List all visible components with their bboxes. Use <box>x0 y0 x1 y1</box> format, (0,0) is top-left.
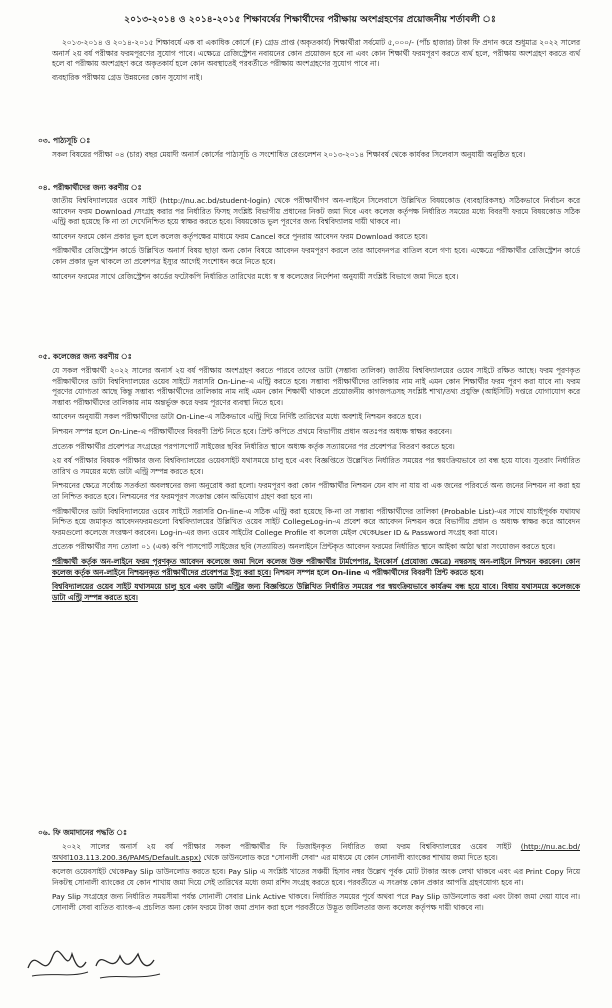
section-05-block <box>52 366 580 603</box>
section-04-paragraph-2: আবেদন ফরমে কোন প্রকার ভুল হলে কলেজ কর্তৃপক্ষের মাধ্যমে ফরম Cancel করে পুনরায় আবেদন ফরম Download করতে হবে। <box>52 231 428 241</box>
section-05-paragraph-8: প্রত্যেক পরীক্ষার্থীর সদ্য তোলা ০১ (এক) কপি পাসপোর্ট সাইজের ছবি (সত্যায়িত) অনলাইনে প্রিন্টকৃত আবেদন ফরমের নির্ধারিত স্থানে আইকা আঠা দ্বারা সংযোজন করতে হবে। <box>52 542 555 552</box>
section-04-block <box>52 196 580 282</box>
section-04-paragraph-3: পরীক্ষার্থীর রেজিস্ট্রেশন কার্ডে উল্লিখিত অনার্স বিষয় ছাড়া অন্য কোন বিষয়ে আবেদন ফরমপূরণ করলে তার আবেদনপত্র বাতিল বলে গণ্য হবে। এক্ষেত্রে পরীক্ষার্থীর রেজিস্ট্রেশন কার্ডে কোন প্রকার ভুল থাকলে তা প্রবেশপত্র ইস্যুর আগেই সংশোধন করে নিতে হবে। <box>52 246 580 266</box>
section-06-paragraph-2: কলেজ ওয়েবসাইট থেকেPay Slip ডাউনলোড করতে হবে। Pay Slip এ সংশ্লিষ্ট খাতের সঞ্চয়ী হিসাব নম্বর উল্লেখ পূর্বক মোট টাকার অংক লেখা থাকবে এবং এর Print Copy নিয়ে নিকটস্থ সোনালী ব্যাংকের যে কোন শাখায় জমা দিয়ে সেই তারিখের মধ্যে জমা রশিদ সংগ্রহ করতে হবে। পরবর্তীতে এ সংক্রান্ত কোন প্রকার আপত্তি গ্রহণযোগ্য হবে না। <box>52 867 580 887</box>
section-05-paragraph-9 <box>52 557 580 578</box>
section-06-paragraph-3: Pay Slip সংগ্রহের জন্য নির্ধারিত সময়সীমা পর্যন্ত সোনালী সেবার Link Active থাকবে। নির্ধারিত সময়ের পূর্বে অথবা পরে Pay Slip ডাউনলোড করা এবং টাকা জমা দেয়া যাবে না। সোনালী সেবা ব্যতিত ব্যাংক-এ প্রচলিত অন্য কোন ফরমে টাকা জমা প্রদান করা হলে পরবর্তীতে উদ্ভূত জটিলতার জন্য কলেজ কর্তৃপক্ষ দায়ী থাকবে না। <box>52 892 580 912</box>
section-04-paragraph-1: জাতীয় বিশ্ববিদ্যালয়ের ওয়েব সাইট (http://nu.ac.bd/student-login) থেকে পরীক্ষার্থীগণ অন-লাইনে সিলেবাসে উল্লিখিত বিষয়কোড (ব্যবহারিকসহ) সঠিকভাবে নির্বাচন করে আবেদন ফরম Download /সংগ্রহ করার পর নির্ধারিত ফিসহ সংশ্লিষ্ট বিভাগীয় প্রধানের নিকট জমা দিবে এবং কলেজ কর্তৃপক্ষ নির্ধারিত সময়ের মধ্যে বিবরণী ফরমে বিষয়কোড সঠিক এন্ট্রি করা হয়েছে কি না তা দেখেনিশ্চিত হয়ে স্বাক্ষর করতে হবে। বিষয়কোড ভুল পূরণের জন্য বিশ্ববিদ্যালয় দায়ী থাকবে না। <box>52 196 580 227</box>
signature-scribbles <box>22 936 172 992</box>
section-06-paragraph-1 <box>52 842 580 863</box>
intro-paragraph-2: ব্যবহারিক পরীক্ষায় গ্রেড উন্নয়নের কোন সুযোগ নাই। <box>52 72 203 82</box>
section-06-block <box>52 842 580 914</box>
section-03-paragraph-1: সকল বিষয়ের পরীক্ষা ০৪ (চার) বছর মেয়াদী অনার্স কোর্সের পাঠ্যসূচি ও সংশোধিত রেগুলেশন ২০১৩-২০১৪ শিক্ষাবর্ষ থেকে কার্যকর সিলেবাস অনুযায়ী অনুষ্ঠিত হবে। <box>52 150 526 159</box>
section-04-paragraph-4: আবেদন ফরমের সাথে রেজিস্ট্রেশন কার্ডের ফটোকপি নির্ধারিত তারিখের মধ্যে স্ব স্ব কলেজের নির্দেশনা অনুযায়ী সংশ্লিষ্ট বিভাগে জমা দিতে হবে। <box>52 271 459 281</box>
section-05-paragraph-4: প্রত্যেক পরীক্ষার্থীর প্রবেশপত্র সংগ্রহের পরপাসপোর্ট সাইজের ছবির নির্ধারিত স্থানে অধ্যক্ষ কর্তৃক সত্যায়নের পর প্রবেশপত্র বিতরণ করতে হবে। <box>52 441 455 451</box>
section-06-paragraph-1-end: থেকে ডাউনলোড করে "সোনালী সেবা" এর মাধ্যমে যে কোন সোনালী ব্যাংকের শাখায় জমা দিতে হবে। <box>201 852 498 862</box>
section-05-paragraph-9-emphasis: পরীক্ষার্থী কর্তৃক অন-লাইনে ফরম পূরণকৃত আবেদন কলেজে জমা দিলে কলেজ উক্ত পরীক্ষার্থীর টার্মপেপার, ইনকোর্স (প্রযোজ্য ক্ষেত্রে) নম্বরসহ অন-লাইনে নিশ্চয়ন করবেন। কোন কলেজ কর্তৃক অন-লাইনে নিশ্চয়নকৃত পরীক্ষার্থীদের প্রবেশপত্র ইস্যু করা হবে। <box>52 556 580 577</box>
section-05-paragraph-10: বিশ্ববিদ্যালয়ের ওয়েব সাইট যথাসময়ে চালু হবে এবং ডাটা এন্ট্রির জন্য বিজ্ঞপ্তিতে উল্লিখিত নির্ধারিত সময়ের পর স্বয়ংক্রিয়ভাবে কার্যক্রম বন্ধ হয়ে যাবে। বিধায় যথাসময়ে কলেজকে ডাটা এন্ট্রি সম্পন্ন করতে হবে। <box>52 582 580 602</box>
section-05-paragraph-6: নিশ্চয়নের ক্ষেত্রে সর্বোচ্চ সতর্কতা অবলম্বনের জন্য অনুরোধ করা হলো। ফরমপূরণ করা কোন পরীক্ষার্থীর নিশ্চয়ন যেন বাদ না যায় বা এক জনের পরিবর্তে অন্য জনের নিশ্চয়ন না করা হয় তা নিশ্চিত করতে হবে। নিশ্চয়নের পর ফরমপূরণ সংক্রান্ত কোন অভিযোগ গ্রহণ করা হবে না। <box>52 481 580 501</box>
section-06-paragraph-1-start: ২০২২ সালের অনার্স ২য় বর্ষ পরীক্ষার সকল পরীক্ষার্থীর ফি ডিজাইনকৃত নির্ধারিত জমা ফরম বিশ্ববিদ্যালয়ের ওয়েব সাইট <box>62 842 521 851</box>
section-05-paragraph-2: আবেদন অনুযায়ী সকল পরীক্ষার্থীদের ডাটা On-Line-এ সঠিকভাবে এন্ট্রি দিয়ে নির্দিষ্ট তারিখের মধ্যে অবশ্যই নিশ্চয়ন করতে হবে। <box>52 412 422 422</box>
section-05-paragraph-7: পরীক্ষার্থীদের ডাটা বিশ্ববিদ্যালয়ের ওয়েব সাইটে সরাসরি On-line-এ সঠিক এন্ট্রি করা হয়েছে কি-না তা সম্ভাব্য পরীক্ষার্থীদের তালিকা (Probable List)-এর সাথে যাচাইপূর্বক যথাযথ নিশ্চিত হয়ে জমাকৃত আবেদনফরমগুলো বিশ্ববিদ্যালয়ের উল্লিখিত ওয়েব সাইট CollegeLog-in-এ প্রবেশ করে আবেদন নিশ্চয়ন করে বিভাগীয় প্রধান ও অধ্যক্ষ স্বাক্ষর করে আবেদন ফরমগুলো কলেজে সংরক্ষণ করবেন। Log-in-এর জন্য ওয়েব সাইটের College Profile বা কলেজ মেইল থেকেUser ID & Password সংগ্রহ করা যাবে। <box>52 506 580 537</box>
section-06-heading: ০৬. ফি জমাদানের পদ্ধতি ঃ <box>38 828 127 837</box>
section-05-heading: ০৫. কলেজের জন্য করণীয় ঃ <box>38 352 132 361</box>
fee-website-link[interactable]: (http://nu.ac.bd/অথবা103.113.200.36/PAMS/Default.aspx) <box>52 842 580 862</box>
section-05-paragraph-1: যে সকল পরীক্ষার্থী ২০২২ সালের অনার্স ২য় বর্ষ পরীক্ষায় অংশগ্রহণ করতে পারবে তাদের ডাটা (সম্ভাব্য তালিকা) জাতীয় বিশ্ববিদ্যালয়ের ওয়েব সাইটে রক্ষিত আছে। ফরম পূরণকৃত পরীক্ষার্থীদের ডাটা বিশ্ববিদ্যালয়ের ওয়েব সাইটে সরাসরি On-Line-এ এন্ট্রি করতে হবে। সম্ভাব্য পরীক্ষার্থীদের তালিকায় নাম নাই এমন কোন শিক্ষার্থীর ফরম পূরণ করা যাবে না। ফরম পূরণের যোগ্যতা আছে কিন্তু সম্ভাব্য পরীক্ষার্থীদের তালিকায় নাম নাই এমন কোন শিক্ষার্থী থাকলে প্রয়োজনীয় কাগজপত্রসহ সংশ্লিষ্ট শাখা/তথ্য প্রযুক্তি (আইসিটি) দপ্তরে যোগাযোগ করে সম্ভাব্য পরীক্ষার্থীদের তালিকায় নাম অন্তর্ভুক্ত করে ফরম পূরণের ব্যবস্থা নিতে হবে। <box>52 366 580 407</box>
intro-paragraph-1: ২০১৩-২০১৪ ও ২০১৪-২০১৫ শিক্ষাবর্ষে এক বা একাধিক কোর্সে (F) গ্রেড প্রাপ্ত (অকৃতকার্য) শিক্ষার্থীরা সর্বমোট ৫,০০০/- (পাঁচ হাজার) টাকা ফি প্রদান করে শুধুমাত্র ২০২২ সালের অনার্স ২য় বর্ষ পরীক্ষার ফরমপূরণের সুযোগ পাবে। এক্ষেত্রে রেজিস্ট্রেশন নবায়নের কোন প্রয়োজন হবে না এবং কোন শিক্ষার্থী ফরমপূরণ করতে ব্যর্থ হলে, পরীক্ষায় অংশগ্রহণ করতে ব্যর্থ হলে বা পরীক্ষায় অংশগ্রহণ করে অকৃতকার্য হলে কোন অবস্থাতেই পরবর্তীতে পরীক্ষায় অংশগ্রহণের সুযোগ পাবে না। <box>52 38 580 69</box>
section-05-paragraph-9-tail: নিশ্চয়ন সম্পন্ন হলে On-line এ পরীক্ষার্থীদের বিবরণী প্রিন্ট করতে হবে। <box>270 567 484 577</box>
section-03-block <box>52 150 580 161</box>
section-04-heading: ০৪. পরীক্ষার্থীদের জন্য করণীয় ঃ <box>38 183 142 192</box>
section-05-paragraph-3: নিশ্চয়ন সম্পন্ন হলে On-Line-এ পরীক্ষার্থীদের বিবরণী প্রিন্ট নিতে হবে। প্রিন্ট কপিতে প্রথমে বিভাগীয় প্রধান অতঃপর অধ্যক্ষ স্বাক্ষর করবেন। <box>52 426 452 436</box>
section-05-paragraph-5: ২য় বর্ষ পরীক্ষার বিষয়ক পরীক্ষার জন্য বিশ্ববিদ্যালয়ের ওয়েবসাইট যথাসময়ে চালু হবে এবং বিজ্ঞপ্তিতে উল্লেখিত নির্ধারিত সময়ের পর স্বয়ংক্রিয়ভাবে তা বন্ধ হয়ে যাবে। সুতরাং নির্ধারিত তারিখ ও সময়ের মধ্যে ডাটা এন্ট্রি সম্পন্ন করতে হবে। <box>52 456 580 476</box>
document-title: ২০১৩-২০১৪ ও ২০১৪-২০১৫ শিক্ষাবর্ষের শিক্ষার্থীদের পরীক্ষায় অংশগ্রহণের প্রয়োজনীয় শর্তাবলী ঃ <box>124 14 496 25</box>
intro-block <box>52 38 580 83</box>
section-03-heading: ০৩. পাঠ্যসূচি ঃ <box>38 136 91 145</box>
